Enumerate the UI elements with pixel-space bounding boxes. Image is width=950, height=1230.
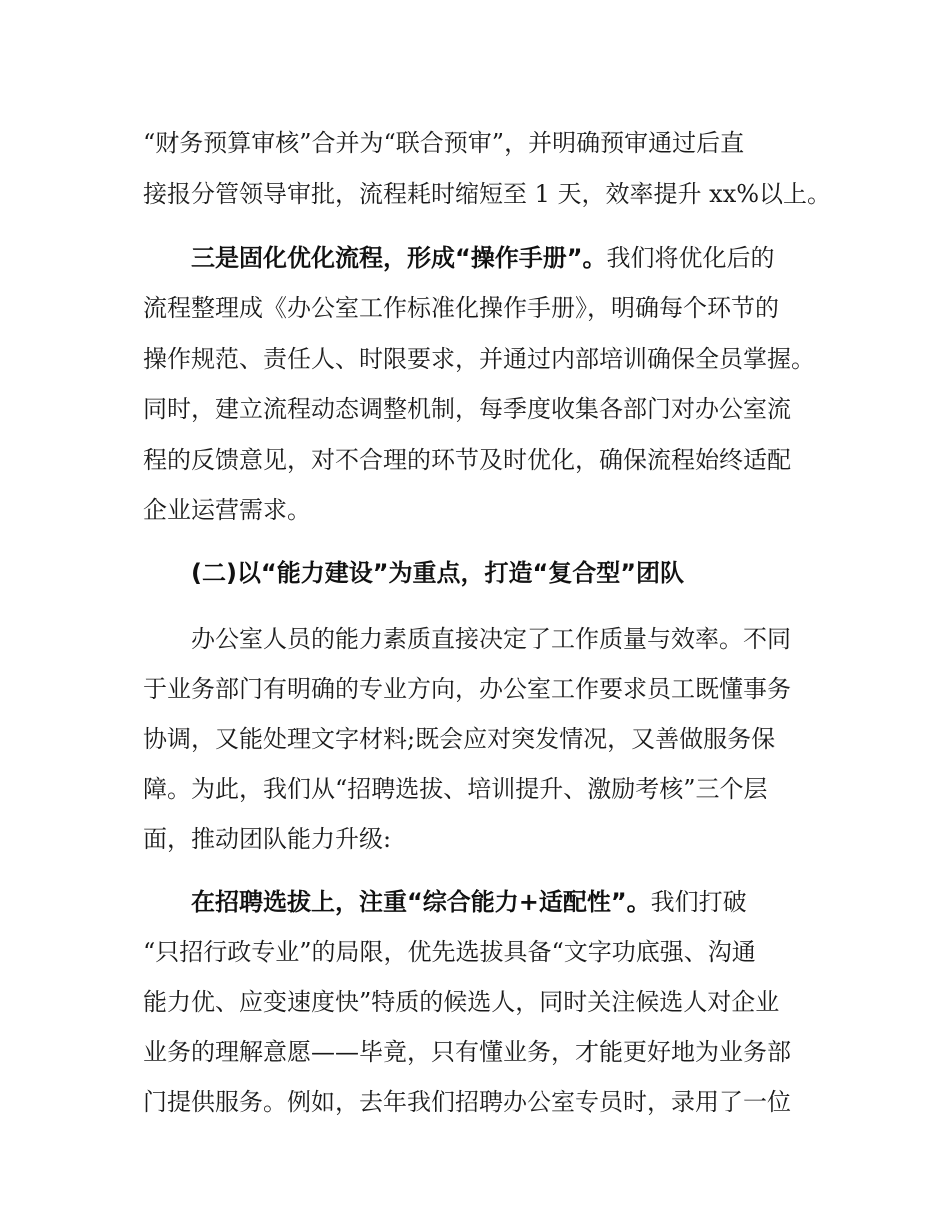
paragraph-line-text: 我们将优化后的: [606, 244, 775, 272]
paragraph-line: [191, 886, 747, 918]
paragraph-lead-bold: 三是固化优化流程，形成“操作手册”。: [191, 244, 607, 272]
paragraph-line: 接报分管领导审批，流程耗时缩短至 1 天，效率提升 xx%以上。: [143, 180, 832, 208]
paragraph-line: 面，推动团队能力升级:: [143, 825, 392, 853]
paragraph-line: 操作规范、责任人、时限要求，并通过内部培训确保全员掌握。: [143, 345, 815, 373]
paragraph-line: 流程整理成《办公室工作标准化操作手册》，明确每个环节的: [143, 294, 779, 322]
paragraph-line: 能力优、应变速度快”特质的候选人，同时关注候选人对企业: [143, 988, 780, 1016]
paragraph-line: 同时，建立流程动态调整机制，每季度收集各部门对办公室流: [143, 395, 791, 423]
paragraph-line: 门提供服务。例如，去年我们招聘办公室专员时，录用了一位: [143, 1088, 791, 1116]
paragraph-line: 障。为此，我们从“招聘选拔、培训提升、激励考核”三个层: [143, 775, 768, 803]
paragraph-line: 办公室人员的能力素质直接决定了工作质量与效率。不同: [191, 625, 791, 653]
section-heading: (二)以“能力建设”为重点，打造“复合型”团队: [191, 559, 685, 587]
paragraph-line: 于业务部门有明确的专业方向，办公室工作要求员工既懂事务: [143, 675, 791, 703]
paragraph-line: 程的反馈意见，对不合理的环节及时优化，确保流程始终适配: [143, 446, 791, 474]
paragraph-line-text: 我们打破: [650, 888, 747, 916]
paragraph-line: “只招行政专业”的局限，优先选拔具备“文字功底强、沟通: [143, 938, 756, 966]
paragraph-line: 企业运营需求。: [143, 496, 311, 524]
paragraph-lead-bold: 在招聘选拔上，注重“综合能力+适配性”。: [191, 888, 651, 916]
paragraph-line: “财务预算审核”合并为“联合预审”，并明确预审通过后直: [143, 129, 745, 157]
paragraph-line: 协调，又能处理文字材料;既会应对突发情况，又善做服务保: [143, 725, 776, 753]
paragraph-line: [191, 242, 775, 274]
paragraph-line: 业务的理解意愿——毕竟，只有懂业务，才能更好地为业务部: [143, 1038, 791, 1066]
